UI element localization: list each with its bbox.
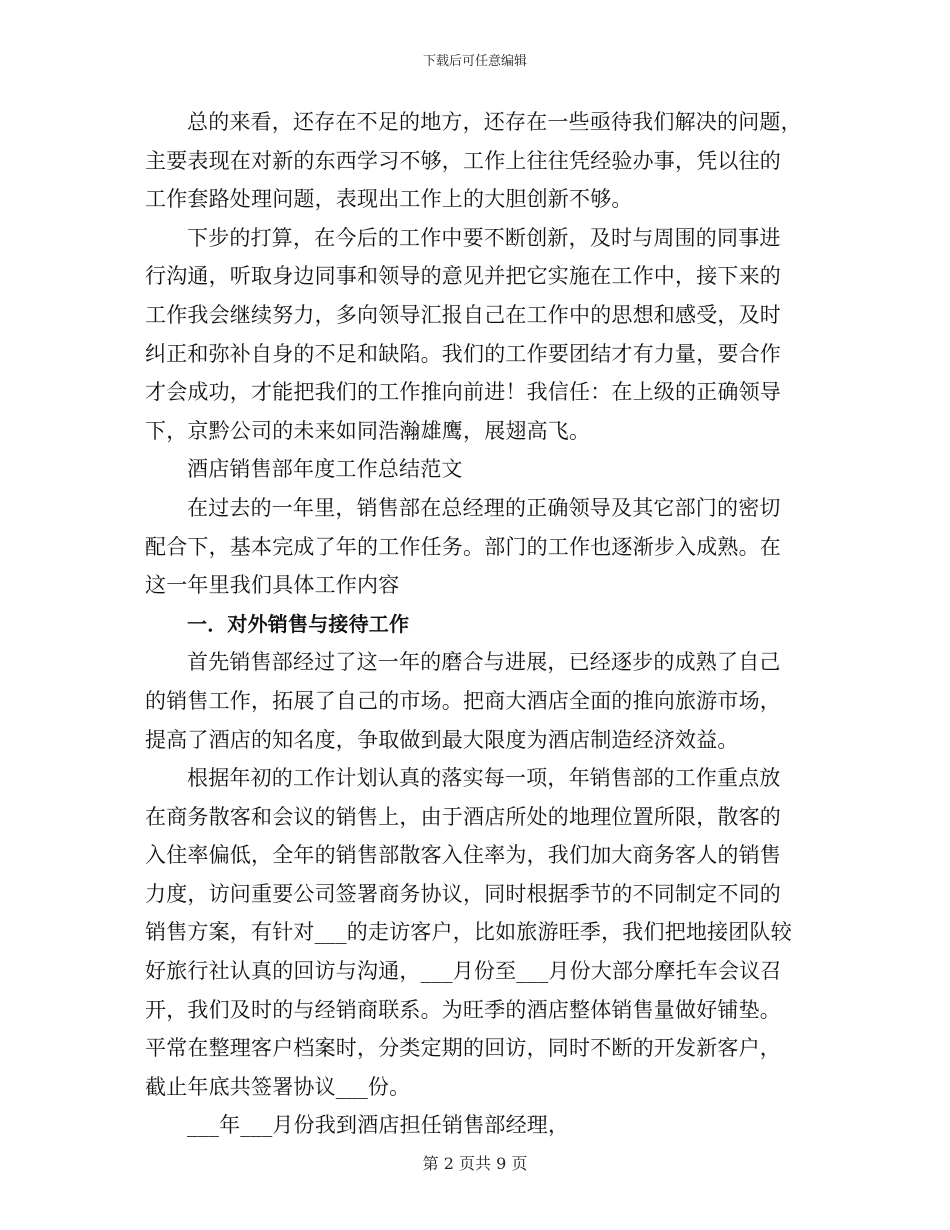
text-line: 主要表现在对新的东西学习不够，工作上往往凭经验办事，凭以往的 bbox=[145, 148, 781, 173]
text-line: 根据年初的工作计划认真的落实每一项，年销售部的工作重点放 bbox=[187, 766, 781, 791]
text-line: 力度，访问重要公司签署商务协议，同时根据季节的不同制定不同的 bbox=[145, 881, 781, 906]
text-line: 在过去的一年里，销售部在总经理的正确领导及其它部门的密切 bbox=[187, 495, 781, 520]
text-line: 截止年底共签署协议___份。 bbox=[145, 1074, 411, 1099]
text-line: 总的来看，还存在不足的地方，还存在一些亟待我们解决的问题， bbox=[187, 110, 802, 134]
text-line: ___年___月份我到酒店担任销售部经理， bbox=[187, 1113, 570, 1138]
text-line: 首先销售部经过了这一年的磨合与进展，已经逐步的成熟了自己 bbox=[187, 650, 781, 675]
text-line: 好旅行社认真的回访与沟通，___月份至___月份大部分摩托车会议召 bbox=[145, 959, 782, 984]
text-line: 工作套路处理问题，表现出工作上的大胆创新不够。 bbox=[145, 187, 633, 212]
text-line: 配合下，基本完成了年的工作任务。部门的工作也逐渐步入成熟。在 bbox=[145, 534, 781, 559]
section-heading: 一．对外销售与接待工作 bbox=[187, 611, 410, 636]
page-footer: 第 2 页共 9 页 bbox=[422, 1154, 528, 1173]
page-header: 下载后可任意编辑 bbox=[422, 54, 527, 69]
text-line: 提高了酒店的知名度，争取做到最大限度为酒店制造经济效益。 bbox=[145, 727, 739, 752]
text-line: 纠正和弥补自身的不足和缺陷。我们的工作要团结才有力量，要合作 bbox=[145, 341, 781, 366]
text-line: 这一年里我们具体工作内容 bbox=[145, 573, 400, 598]
text-line: 销售方案，有针对___的走访客户，比如旅游旺季，我们把地接团队较 bbox=[145, 920, 792, 945]
text-line: 下，京黔公司的未来如同浩瀚雄鹰，展翅高飞。 bbox=[145, 418, 591, 443]
text-line: 下步的打算，在今后的工作中要不断创新，及时与周围的同事进 bbox=[187, 225, 781, 250]
text-line: 的销售工作，拓展了自己的市场。把商大酒店全面的推向旅游市场， bbox=[145, 688, 781, 713]
text-line: 才会成功，才能把我们的工作推向前进！我信任：在上级的正确领导 bbox=[145, 380, 781, 405]
text-line: 平常在整理客户档案时，分类定期的回访，同时不断的开发新客户， bbox=[145, 1036, 781, 1061]
text-line: 工作我会继续努力，多向领导汇报自己在工作中的思想和感受，及时 bbox=[145, 302, 781, 327]
text-line: 入住率偏低，全年的销售部散客入住率为，我们加大商务客人的销售 bbox=[145, 843, 781, 868]
text-line: 在商务散客和会议的销售上，由于酒店所处的地理位置所限，散客的 bbox=[145, 804, 781, 829]
document-body bbox=[145, 103, 810, 1145]
text-line: 酒店销售部年度工作总结范文 bbox=[187, 457, 463, 482]
text-line: 开，我们及时的与经销商联系。为旺季的酒店整体销售量做好铺垫。 bbox=[145, 997, 781, 1022]
text-line: 行沟通，听取身边同事和领导的意见并把它实施在工作中，接下来的 bbox=[145, 264, 781, 289]
